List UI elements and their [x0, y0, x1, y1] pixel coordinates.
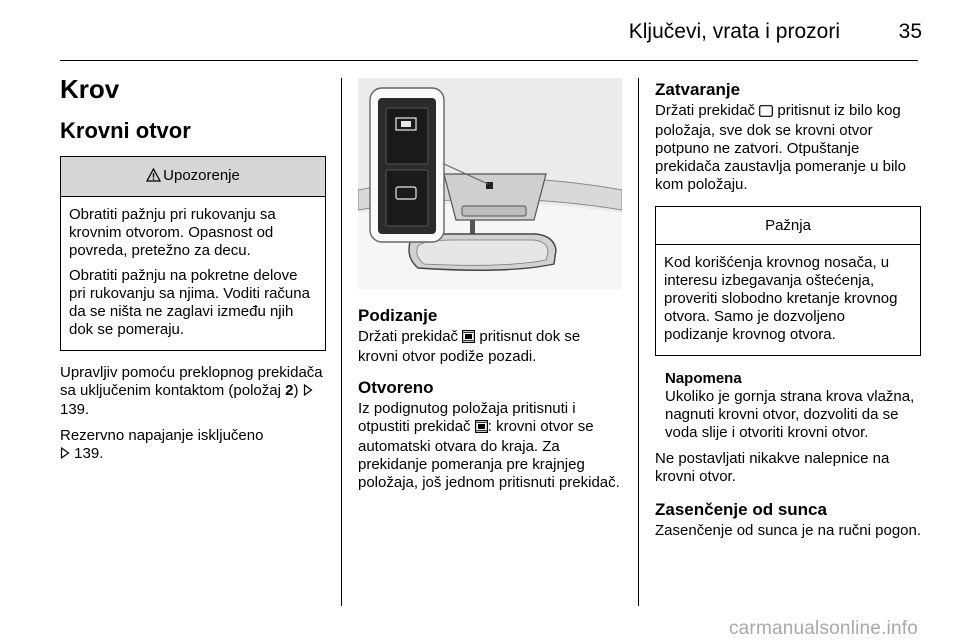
cross-reference-arrow-icon [303, 383, 313, 401]
page-reference-2: 139. [74, 445, 104, 462]
caution-box-body [656, 245, 920, 355]
caution-box [655, 206, 921, 356]
text-otvoreno-a: Iz podignutog položaja pritisnuti i otpustiti prekidač [358, 400, 576, 435]
column-divider-right [638, 78, 639, 606]
text-podizanje-b: pritisnut dok se krovni otvor podiže pozadi. [358, 328, 581, 365]
caution-box-header [656, 207, 920, 245]
warning-triangle-icon [146, 168, 161, 187]
sunroof-tilt-switch-icon [462, 330, 475, 348]
warning-box-body [61, 197, 325, 350]
sticker-paragraph: Ne postavljati nikakve nalepnice na krovni otvor. [655, 450, 890, 485]
ignition-position: 2 [285, 382, 294, 399]
page-number: 35 [898, 20, 922, 43]
section-heading-krov: Krov [60, 74, 120, 104]
cross-reference-arrow-icon [60, 446, 70, 464]
warning-box-header [61, 157, 325, 197]
text-zatvaranje-a: Držati prekidač [655, 102, 760, 119]
operation-paragraph [60, 364, 326, 419]
section-zasencenje [655, 500, 921, 540]
subsection-heading-krovni-otvor: Krovni otvor [60, 118, 191, 143]
text-podizanje-a: Držati prekidač [358, 328, 463, 345]
sunroof-close-switch-icon [759, 104, 773, 122]
heading-zatvaranje: Zatvaranje [655, 80, 741, 99]
note-block [655, 370, 921, 442]
heading-podizanje: Podizanje [358, 306, 438, 325]
text-podizanje [358, 328, 622, 366]
operation-text-close: ) [293, 382, 303, 399]
section-zatvaranje [655, 80, 921, 194]
column-divider-left [341, 78, 342, 606]
heading-zasencenje: Zasenčenje od sunca [655, 500, 827, 519]
section-podizanje [358, 306, 622, 366]
note-title: Napomena [665, 370, 742, 387]
retained-power-paragraph [60, 427, 326, 464]
text-zasencenje: Zasenčenje od sunca je na ručni pogon. [655, 522, 922, 539]
left-column [60, 74, 326, 464]
sunroof-tilt-switch-icon [475, 420, 488, 438]
caution-text: Kod korišćenja krovnog nosača, u interesu izbegavanja oštećenja, proveriti slobodno kretanje krovnog otvora. Samo je dozvoljeno podizanje krovnog otvora. [664, 254, 898, 343]
operation-text: Upravljiv pomoću preklopnog prekidača sa uključenim kontaktom (položaj [60, 364, 323, 399]
text-zatvaranje-b: pritisnut iz bilo kog položaja, sve dok se krovni otvor potpuno ne zatvori. Otpuštanje prekidača zaustavlja pomeranje u bilo kom položaju. [655, 102, 906, 193]
note-text: Ukoliko je gornja strana krova vlažna, nagnuti krovni otvor, dozvoliti da se voda slije i otvoriti krovni otvor. [665, 388, 915, 441]
page-reference-1: 139. [60, 401, 90, 418]
running-header-title: Ključevi, vrata i prozori [628, 20, 840, 43]
text-otvoreno [358, 400, 622, 492]
watermark: carmanualsonline.info [728, 618, 918, 639]
header-divider [60, 60, 918, 61]
retained-power-text: Rezervno napajanje isključeno [60, 427, 264, 444]
heading-otvoreno: Otvoreno [358, 378, 434, 397]
right-column [655, 80, 921, 540]
warning-box [60, 156, 326, 351]
caution-title: Pažnja [765, 217, 811, 234]
middle-column [358, 78, 622, 492]
warning-paragraph-2: Obratiti pažnju na pokretne delove pri rukovanju sa njima. Voditi računa da se ništa ne zaglavi između njih dok se pomeraju. [69, 267, 310, 338]
text-otvoreno-b: : krovni otvor se automatski otvara do kraja. Za prekidanje pomeranja pre krajnjeg položaja, još jednom pritisnuti prekidač. [358, 418, 620, 491]
sunroof-switch-illustration [358, 78, 622, 290]
warning-title: Upozorenje [163, 167, 240, 184]
text-zatvaranje [655, 102, 921, 194]
warning-paragraph-1: Obratiti pažnju pri rukovanju sa krovnim otvorom. Opasnost od povreda, pretežno za decu. [69, 206, 276, 259]
section-otvoreno [358, 378, 622, 492]
